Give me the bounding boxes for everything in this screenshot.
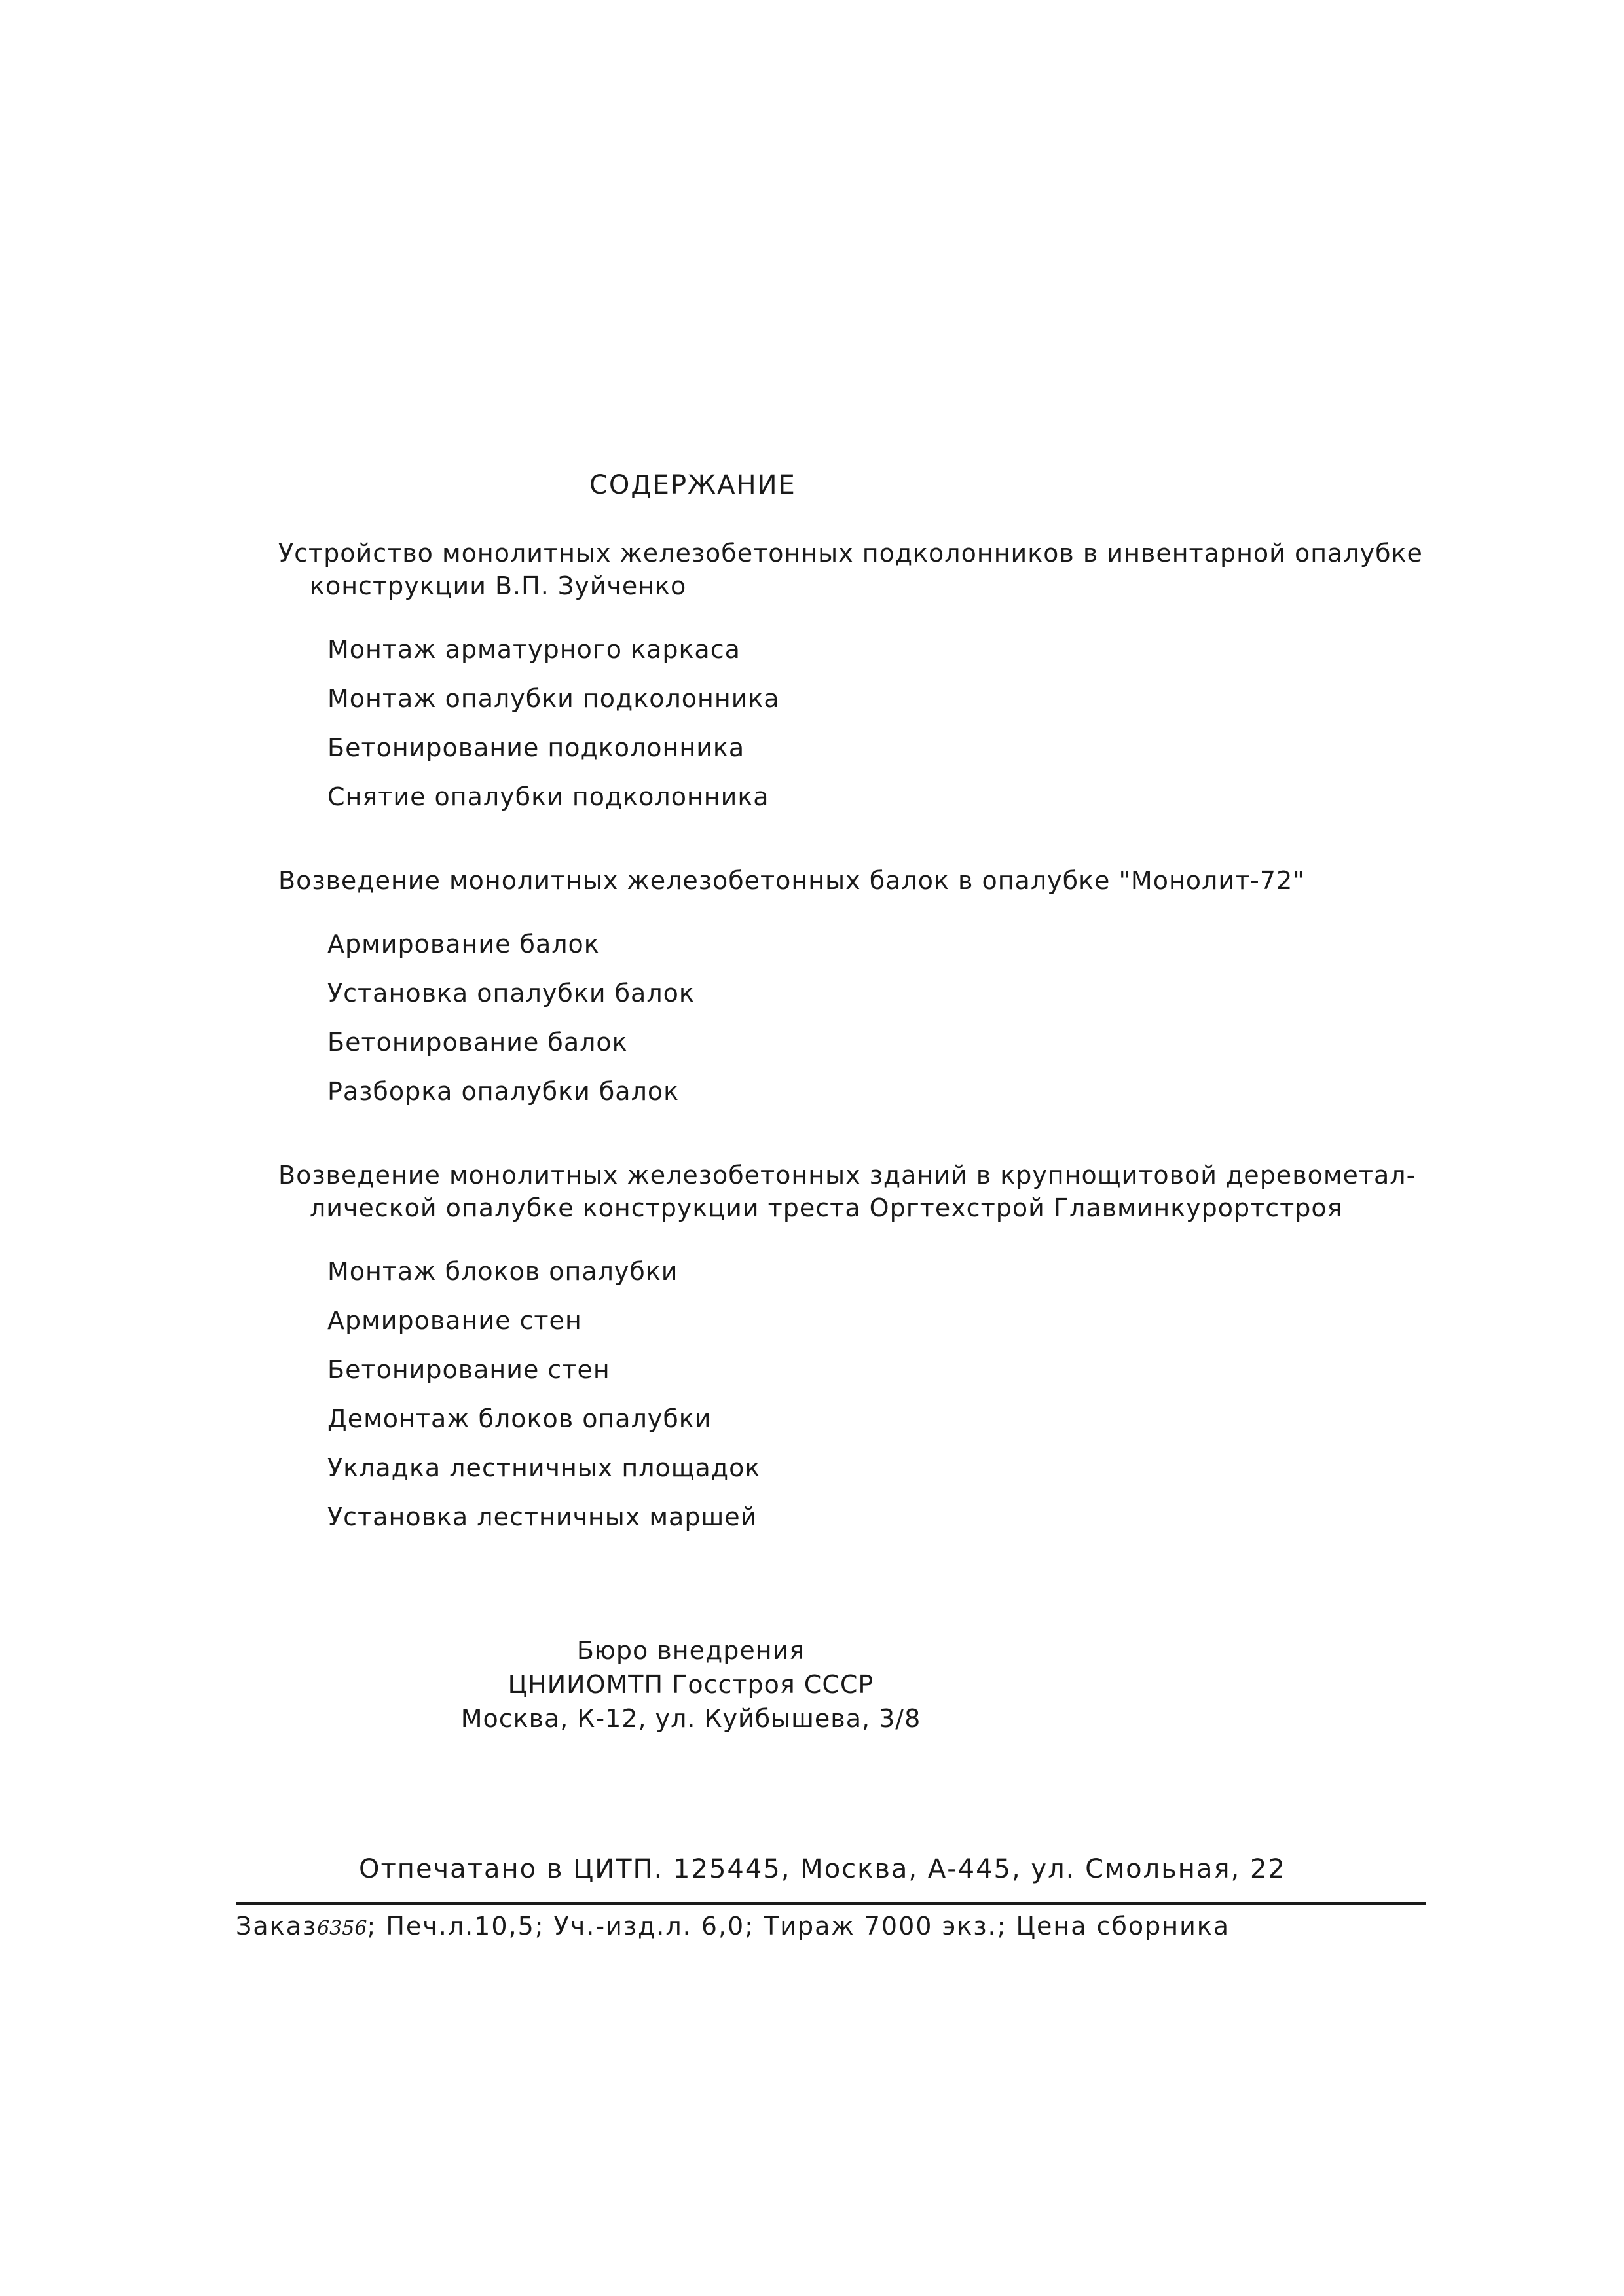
- toc-item: Укладка лестничных площадок: [327, 1453, 761, 1482]
- toc-item: Монтаж блоков опалубки: [327, 1257, 678, 1286]
- toc-item: Монтаж арматурного каркаса: [327, 635, 741, 664]
- section-2-title-line1: Возведение монолитных железобетонных балок в опалубке "Монолит-72": [278, 866, 1305, 895]
- publisher-block: [0, 1633, 1382, 1736]
- publisher-line3: Москва, К-12, ул. Куйбышева, 3/8: [460, 1704, 921, 1733]
- toc-item: Демонтаж блоков опалубки: [327, 1404, 712, 1433]
- toc-item: Установка опалубки балок: [327, 979, 695, 1008]
- publisher-line1: Бюро внедрения: [576, 1636, 805, 1665]
- publisher-line2: ЦНИИОМТП Госстроя СССР: [507, 1670, 874, 1699]
- section-3-title-line1: Возведение монолитных железобетонных зданий в крупнощитовой деревометал-: [278, 1161, 1416, 1190]
- footer-divider: [236, 1902, 1426, 1905]
- toc-item: Установка лестничных маршей: [327, 1503, 758, 1531]
- section-1-title-line1: Устройство монолитных железобетонных подколонников в инвентарной опалубке: [278, 539, 1423, 568]
- section-1-title: [278, 537, 1423, 602]
- toc-item: Армирование балок: [327, 930, 600, 958]
- toc-item: Бетонирование стен: [327, 1355, 610, 1384]
- contents-title: СОДЕРЖАНИЕ: [589, 470, 796, 500]
- toc-item: Снятие опалубки подколонника: [327, 782, 769, 811]
- printed-by: Отпечатано в ЦИТП. 125445, Москва, А-445, ул. Смольная, 22: [359, 1854, 1286, 1884]
- order-details: ; Печ.л.10,5; Уч.-изд.л. 6,0; Тираж 7000 экз.; Цена сборника: [367, 1912, 1230, 1941]
- toc-item: Бетонирование балок: [327, 1028, 628, 1057]
- toc-item: Разборка опалубки балок: [327, 1077, 680, 1106]
- section-3-title: [278, 1159, 1416, 1224]
- toc-item: Армирование стен: [327, 1306, 582, 1335]
- section-1-title-line2: конструкции В.П. Зуйченко: [310, 572, 687, 600]
- toc-item: Бетонирование подколонника: [327, 733, 745, 762]
- toc-item: Монтаж опалубки подколонника: [327, 684, 780, 713]
- section-2-title: [278, 864, 1305, 897]
- order-number: 6356: [317, 1917, 367, 1940]
- order-prefix: Заказ: [236, 1912, 318, 1941]
- imprint-line: [236, 1912, 1230, 1941]
- section-3-title-line2: лической опалубке конструкции треста Оргтехстрой Главминкурортстроя: [310, 1194, 1343, 1222]
